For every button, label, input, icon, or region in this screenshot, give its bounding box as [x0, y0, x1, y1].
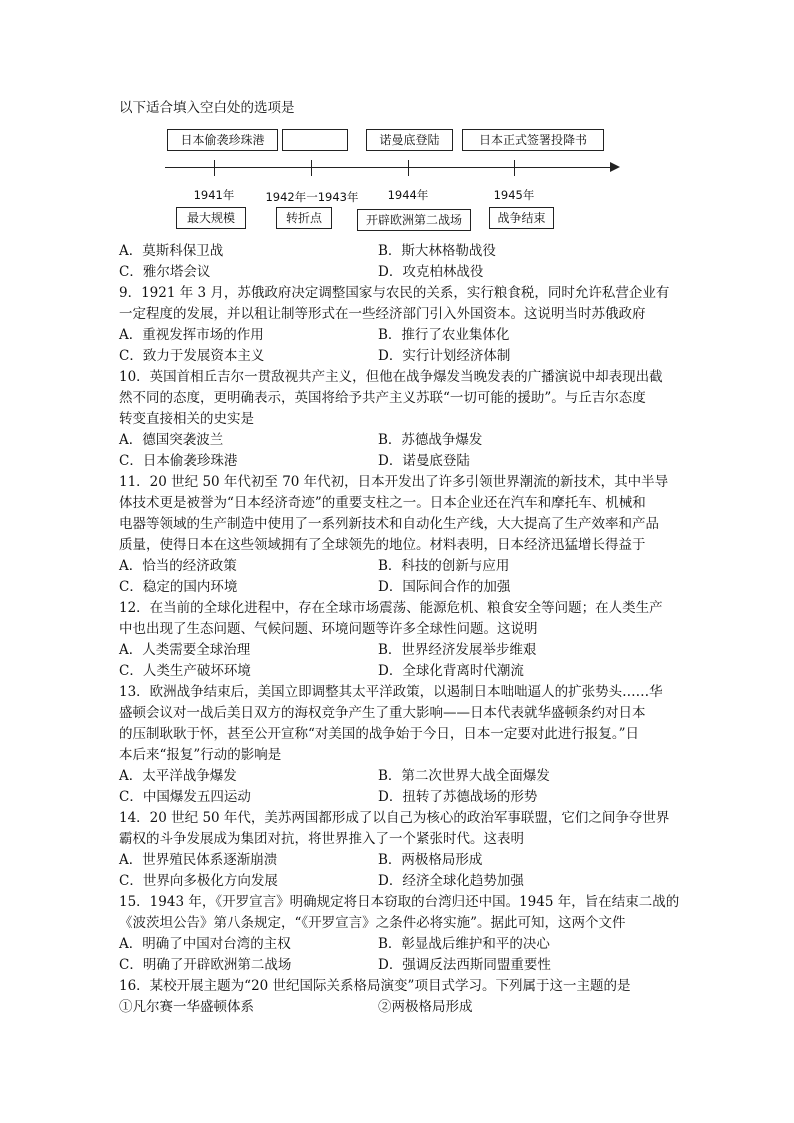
q10-option-d[interactable]: D．诺曼底登陆 [378, 453, 470, 469]
q10-stem-line: 转变直接相关的史实是 [119, 411, 254, 427]
q15-option-c[interactable]: C．明确了开辟欧洲第二战场 [119, 957, 292, 973]
q13-option-c[interactable]: C．中国爆发五四运动 [119, 789, 251, 805]
q16-stem-line: 16．某校开展主题为“20 世纪国际关系格局演变”项目式学习。下列属于这一主题的是 [119, 978, 631, 994]
q12-stem-line: 12．在当前的全球化进程中，存在全球市场震荡、能源危机、粮食安全等问题；在人类生产 [119, 600, 663, 616]
q13-stem-line: 盛顿会议对一战后美日双方的海权竞争产生了重大影响——日本代表就华盛顿条约对日本 [119, 705, 646, 721]
q9-option-d[interactable]: D．实行计划经济体制 [378, 348, 511, 364]
timeline-year-1941: 1941年 [193, 188, 235, 202]
timeline-stage-turning-point: 转折点 [276, 207, 332, 229]
q12-option-d[interactable]: D．全球化背离时代潮流 [378, 663, 524, 679]
q15-option-b[interactable]: B．彰显战后维护和平的决心 [378, 936, 550, 952]
q10-option-c[interactable]: C．日本偷袭珍珠港 [119, 453, 238, 469]
q14-option-d[interactable]: D．经济全球化趋势加强 [378, 873, 524, 889]
q11-stem-line: 质量，使得日本在这些领域拥有了全球领先的地位。材料表明，日本经济迅猛增长得益于 [119, 537, 646, 553]
timeline-arrow [610, 162, 620, 172]
q10-stem-line: 然不同的态度，更明确表示，英国将给予共产主义苏联“一切可能的援助”。与丘吉尔态度 [119, 390, 646, 406]
timeline-event-pearl-harbor: 日本偷袭珍珠港 [167, 129, 278, 151]
q14-stem-line: 霸权的斗争发展成为集团对抗，将世界推入了一个紧张时代。这表明 [119, 831, 524, 847]
q14-stem-line: 14．20 世纪 50 年代，美苏两国都形成了以自己为核心的政治军事联盟，它们之间争夺世界 [119, 810, 670, 826]
q10-option-a[interactable]: A．德国突袭波兰 [119, 432, 224, 448]
timeline-stage-second-front: 开辟欧洲第二战场 [357, 209, 471, 231]
q9-stem-line: 9．1921 年 3 月，苏俄政府决定调整国家与农民的关系，实行粮食税，同时允许私营企业有 [119, 285, 670, 301]
q13-stem-line: 本后来“报复”行动的影响是 [119, 747, 282, 763]
q15-option-d[interactable]: D．强调反法西斯同盟重要性 [378, 957, 551, 973]
timeline-tick [311, 160, 312, 176]
q11-option-a[interactable]: A．恰当的经济政策 [119, 558, 237, 574]
q12-option-a[interactable]: A．人类需要全球治理 [119, 642, 251, 658]
q15-option-a[interactable]: A．明确了中国对台湾的主权 [119, 936, 291, 952]
q8-option-a[interactable]: A．莫斯科保卫战 [119, 243, 224, 259]
q11-stem-line: 电器等领域的生产制造中使用了一系列新技术和自动化生产线，大大提高了生产效率和产品 [119, 516, 659, 532]
q8-option-c[interactable]: C．雅尔塔会议 [119, 264, 211, 280]
q8-option-d[interactable]: D．攻克柏林战役 [378, 264, 484, 280]
timeline-year-1944: 1944年 [387, 188, 429, 202]
q11-stem-line: 11．20 世纪 50 年代初至 70 年代初，日本开发出了许多引领世界潮流的新技术，其中半导 [119, 474, 669, 490]
timeline-stage-war-end: 战争结束 [489, 207, 554, 229]
timeline-axis [165, 167, 613, 168]
timeline-year-1945: 1945年 [493, 188, 535, 202]
q12-stem-line: 中也出现了生态问题、气候问题、环境问题等许多全球性问题。这说明 [119, 621, 538, 637]
q11-option-c[interactable]: C．稳定的国内环境 [119, 579, 238, 595]
q10-option-b[interactable]: B．苏德战争爆发 [378, 432, 483, 448]
q12-option-c[interactable]: C．人类生产破坏环境 [119, 663, 251, 679]
q10-stem-line: 10．英国首相丘吉尔一贯敌视共产主义，但他在战争爆发当晚发表的广播演说中却表现出截 [119, 369, 663, 385]
q15-stem-line: 《波茨坦公告》第八条规定，“《开罗宣言》之条件必将实施”。据此可知，这两个文件 [119, 915, 626, 931]
timeline-tick [514, 160, 515, 176]
timeline-event-japan-surrender: 日本正式签署投降书 [462, 129, 604, 151]
q14-option-c[interactable]: C．世界向多极化方向发展 [119, 873, 278, 889]
q16-item-2: ②两极格局形成 [378, 999, 473, 1015]
timeline-year-1942-1943: 1942年一1943年 [265, 190, 359, 204]
q15-stem-line: 15．1943 年，《开罗宣言》明确规定将日本窃取的台湾归还中国。1945 年，旨在结束二战的 [119, 894, 680, 910]
q11-option-b[interactable]: B．科技的创新与应用 [378, 558, 510, 574]
q14-option-b[interactable]: B．两极格局形成 [378, 852, 483, 868]
q14-option-a[interactable]: A．世界殖民体系逐渐崩溃 [119, 852, 278, 868]
q11-option-d[interactable]: D．国际间合作的加强 [378, 579, 511, 595]
q13-option-b[interactable]: B．第二次世界大战全面爆发 [378, 768, 550, 784]
q8-intro: 以下适合填入空白处的选项是 [119, 100, 295, 116]
q13-stem-line: 的压制耿耿于怀，甚至公开宣称“对美国的战争始于今日，日本一定要对此进行报复。”日 [119, 726, 640, 742]
timeline-stage-largest-scale: 最大规模 [176, 207, 246, 229]
q9-option-c[interactable]: C．致力于发展资本主义 [119, 348, 265, 364]
q11-stem-line: 体技术更是被誉为“日本经济奇迹”的重要支柱之一。日本企业还在汽车和摩托车、机械和 [119, 495, 646, 511]
q13-stem-line: 13．欧洲战争结束后，美国立即调整其太平洋政策，以遏制日本咄咄逼人的扩张势头……华 [119, 684, 663, 700]
q8-option-b[interactable]: B．斯大林格勒战役 [378, 243, 496, 259]
timeline-blank-box [282, 129, 348, 151]
q9-option-a[interactable]: A．重视发挥市场的作用 [119, 327, 264, 343]
q9-option-b[interactable]: B．推行了农业集体化 [378, 327, 510, 343]
q13-option-d[interactable]: D．扭转了苏德战场的形势 [378, 789, 538, 805]
q16-item-1: ①凡尔赛一华盛顿体系 [119, 999, 254, 1015]
timeline-tick [214, 160, 215, 176]
timeline-event-normandy: 诺曼底登陆 [366, 129, 453, 151]
q13-option-a[interactable]: A．太平洋战争爆发 [119, 768, 237, 784]
q9-stem-line: 一定程度的发展，并以租让制等形式在一些经济部门引入外国资本。这说明当时苏俄政府 [119, 306, 646, 322]
timeline-tick [408, 160, 409, 176]
q12-option-b[interactable]: B．世界经济发展举步维艰 [378, 642, 537, 658]
